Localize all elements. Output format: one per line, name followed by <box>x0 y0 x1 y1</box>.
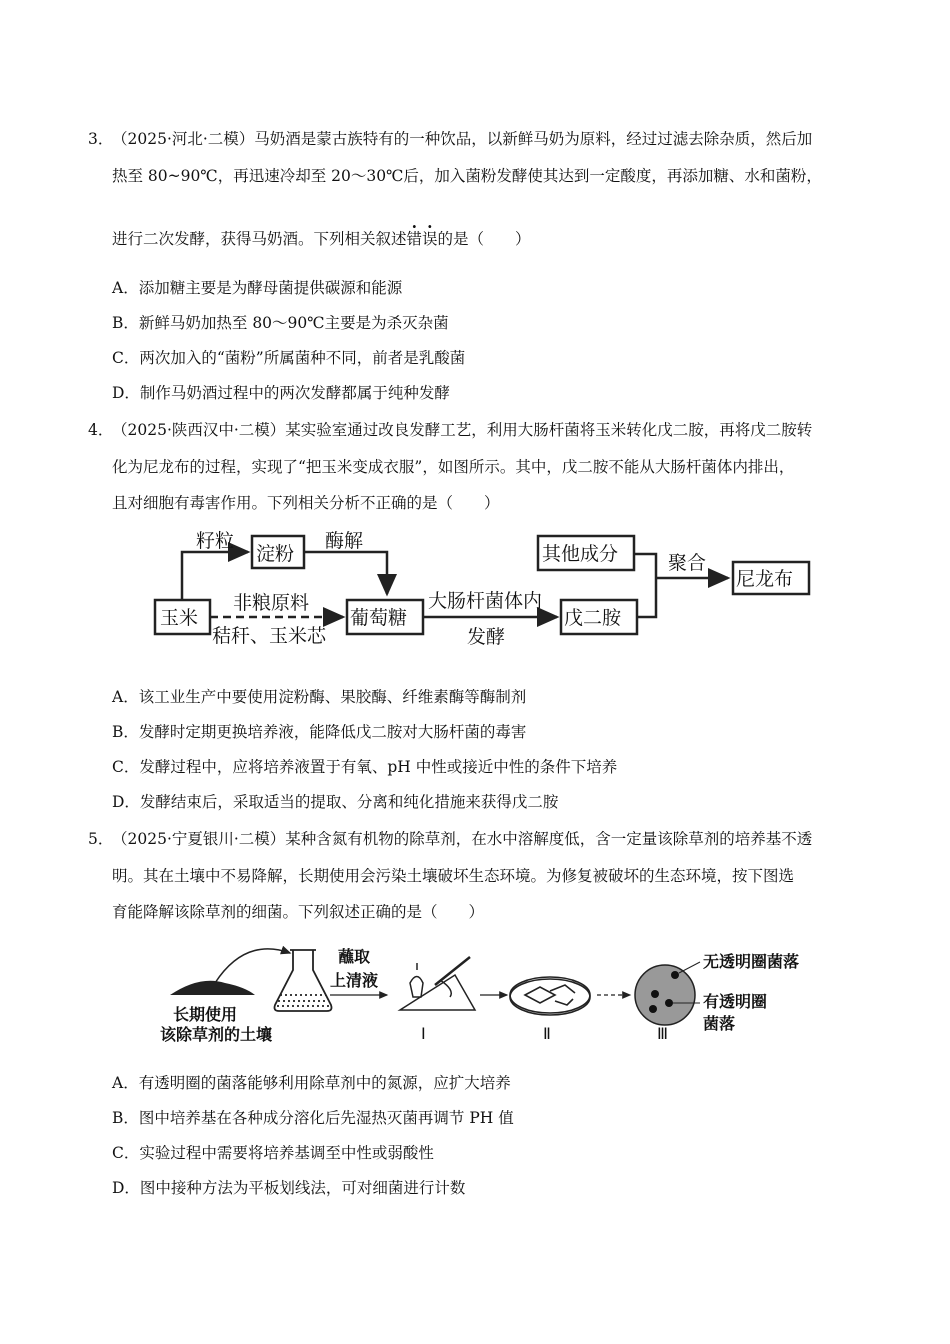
colony-halo <box>651 990 659 998</box>
label-starch: 淀粉 <box>256 543 295 565</box>
label-nonfood: 非粮原料 <box>233 592 310 614</box>
q3-emphasis-char: 误 <box>422 230 438 248</box>
soil-pile-icon <box>170 981 255 995</box>
label-dip2: 上清液 <box>330 971 379 990</box>
label-ferment: 发酵 <box>467 626 506 648</box>
label-pentane: 戊二胺 <box>564 607 622 629</box>
label-polymer: 聚合 <box>668 552 707 574</box>
colony-halo <box>649 1005 657 1013</box>
q5-stem-line3: 育能降解该除草剂的细菌。下列叙述正确的是（ ） <box>112 903 485 921</box>
nylon-process-diagram <box>150 520 820 650</box>
q4-option-d[interactable]: D．发酵结束后，采取适当的提取、分离和纯化措施来获得戊二胺 <box>112 793 559 811</box>
q3-option-c[interactable]: C．两次加入的“菌粉”所属菌种不同，前者是乳酸菌 <box>112 349 466 367</box>
q3-emphasis-char: 错 <box>406 230 423 248</box>
q5-number: 5． <box>88 830 114 848</box>
q4-option-b[interactable]: B．发酵时定期更换培养液，能降低戊二胺对大肠杆菌的毒害 <box>112 723 527 741</box>
streak-plate-icon <box>510 977 590 1015</box>
bacteria-screening-diagram <box>155 935 825 1050</box>
label-no-halo: 无透明圈菌落 <box>703 952 800 971</box>
q3-option-b[interactable]: B．新鲜马奶加热至 80～90℃主要是为杀灭杂菌 <box>112 314 449 332</box>
label-ecoli: 大肠杆菌体内 <box>428 590 543 612</box>
q4-stem-line3: 且对细胞有毒害作用。下列相关分析不正确的是（ ） <box>112 494 500 512</box>
q4-option-c[interactable]: C．发酵过程中，应将培养液置于有氧、pH 中性或接近中性的条件下培养 <box>112 758 618 776</box>
q3-stem-line3 <box>112 228 531 250</box>
label-straw: 秸秆、玉米芯 <box>212 625 327 647</box>
q5-stem-line2: 明。其在土壤中不易降解，长期使用会污染土壤破坏生态环境。为修复被破坏的生态环境，按下图选 <box>112 867 795 885</box>
q3-stem-line2: 热至 80~90℃，再迅速冷却至 20～30℃后，加入菌粉发酵使其达到一定酸度，再添加糖、水和菌粉， <box>112 167 822 185</box>
label-halo2: 菌落 <box>703 1014 736 1033</box>
colony-halo <box>665 999 673 1007</box>
label-soil2: 该除草剂的土壤 <box>160 1025 273 1044</box>
label-step2: Ⅱ <box>543 1024 551 1043</box>
label-grain: 籽粒 <box>196 530 235 552</box>
q4-number: 4． <box>88 421 114 439</box>
label-nylon: 尼龙布 <box>736 568 794 590</box>
colony-no-halo <box>671 971 679 979</box>
label-step1: Ⅰ <box>421 1024 426 1043</box>
q4-stem-line2: 化为尼龙布的过程，实现了“把玉米变成衣服”，如图所示。其中，戊二胺不能从大肠杆菌体内排出， <box>112 458 795 476</box>
label-halo1: 有透明圈 <box>703 992 768 1011</box>
label-glucose: 葡萄糖 <box>350 607 408 629</box>
q4-option-a[interactable]: A．该工业生产中要使用淀粉酶、果胶酶、纤维素酶等酶制剂 <box>112 688 527 706</box>
q5-option-b[interactable]: B．图中培养基在各种成分溶化后先湿热灭菌再调节 PH 值 <box>112 1109 514 1127</box>
q3-option-d[interactable]: D．制作马奶酒过程中的两次发酵都属于纯种发酵 <box>112 384 450 402</box>
q4-stem-line1: （2025·陕西汉中·二模）某实验室通过改良发酵工艺，利用大肠杆菌将玉米转化戊二胺，再将戊二胺转 <box>112 421 813 439</box>
label-corn: 玉米 <box>160 607 199 629</box>
q3-option-a[interactable]: A．添加糖主要是为酵母菌提供碳源和能源 <box>112 279 403 297</box>
label-dip1: 蘸取 <box>338 947 371 966</box>
label-step3: Ⅲ <box>657 1024 669 1043</box>
q3-stem-post: 的是（ ） <box>437 230 531 248</box>
inoculating-loop-icon <box>400 957 475 1010</box>
q5-option-d[interactable]: D．图中接种方法为平板划线法，可对细菌进行计数 <box>112 1179 466 1197</box>
q3-number: 3． <box>88 130 114 148</box>
q5-option-a[interactable]: A．有透明圈的菌落能够利用除草剂中的氮源，应扩大培养 <box>112 1074 511 1092</box>
q3-stem-line1: （2025·河北·二模）马奶酒是蒙古族特有的一种饮品，以新鲜马奶为原料，经过过滤去除杂质，然后加 <box>112 130 813 148</box>
q5-stem-line1: （2025·宁夏银川·二模）某种含氮有机物的除草剂，在水中溶解度低，含一定量该除草剂的培养基不透 <box>112 830 813 848</box>
flask-icon <box>275 950 332 1011</box>
q5-option-c[interactable]: C．实验过程中需要将培养基调至中性或弱酸性 <box>112 1144 434 1162</box>
q3-stem-pre: 进行二次发酵，获得马奶酒。下列相关叙述 <box>112 230 407 248</box>
label-other: 其他成分 <box>542 543 619 565</box>
culture-plate-icon <box>635 965 695 1025</box>
label-soil1: 长期使用 <box>173 1005 238 1024</box>
label-hydrolysis: 酶解 <box>325 530 364 552</box>
